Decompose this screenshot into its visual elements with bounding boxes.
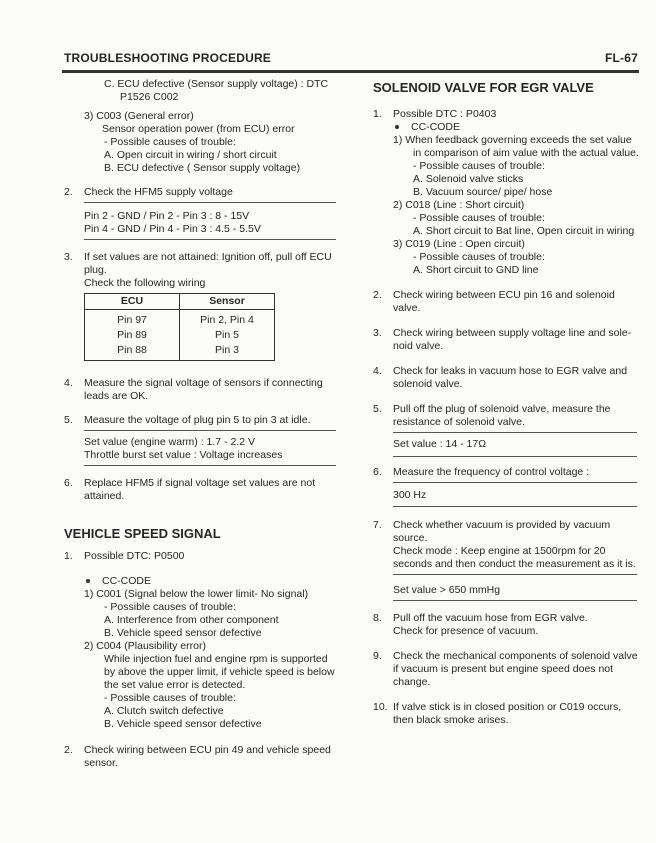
step-text: Measure the frequency of control voltage : (393, 466, 590, 478)
step-text: Possible DTC : P0403 (393, 108, 497, 120)
text-line: Sensor operation power (from ECU) error (102, 123, 295, 135)
egr-step-7 (373, 519, 637, 571)
step-5 (64, 414, 336, 427)
vacuum-box (373, 574, 637, 601)
step-4 (64, 377, 336, 403)
spec-line: Throttle burst set value : Voltage increases (84, 449, 283, 461)
rule (393, 600, 637, 601)
step-text: plug. (84, 264, 107, 276)
step-number: 7. (373, 519, 382, 531)
step-number: 1. (373, 108, 382, 120)
step-number: 1. (64, 550, 73, 562)
supply-voltage-box (64, 202, 336, 240)
text-line: B. Vehicle speed sensor defective (104, 627, 262, 639)
text-line: A. Open circuit in wiring / short circuit (104, 149, 277, 161)
spec-line: 300 Hz (393, 489, 427, 501)
step-text: Check for leaks in vacuum hose to EGR valve and (393, 365, 628, 377)
rule (84, 465, 336, 466)
text-line: by above the upper limit, if vehicle speed is below (104, 666, 335, 678)
step-text: Check the mechanical components of solenoid valve (393, 650, 638, 662)
table-cell: Pin 3 (180, 343, 275, 361)
step-text: attained. (84, 490, 125, 502)
step-number: 5. (373, 403, 382, 415)
step-text: If valve stick is in closed position or C019 occurs, (393, 701, 622, 713)
step-text: leads are OK. (84, 390, 149, 402)
spec-line: Set value : 14 - 17Ω (393, 438, 487, 450)
cc-code-label: CC-CODE (411, 121, 460, 133)
text-line: P1526 C002 (120, 91, 179, 103)
text-line: A. Interference from other component (104, 614, 279, 626)
step-text: Check the HFM5 supply voltage (84, 186, 233, 198)
step-number: 6. (64, 477, 73, 489)
text-line: B. Vacuum source/ pipe/ hose (413, 186, 553, 198)
step-number: 2. (373, 289, 382, 301)
table-cell: Pin 89 (85, 328, 180, 343)
egr-step-10 (373, 701, 637, 727)
step-number: 5. (64, 414, 73, 426)
step-text: noid valve. (393, 340, 444, 352)
step-text: source. (393, 532, 428, 544)
step-2 (64, 186, 336, 199)
text-line: in comparison of aim value with the actual value. (413, 147, 639, 159)
step-text: Check mode : Keep engine at 1500rpm for 20 (393, 545, 606, 557)
text-line: 1) When feedback governing exceeds the set value (393, 134, 632, 146)
text-line: - Possible causes of trouble: (104, 692, 236, 704)
table-header: Sensor (180, 294, 275, 310)
vss-step-2 (64, 744, 336, 770)
cc-code-label: CC-CODE (102, 575, 151, 587)
spec-line: Pin 2 - GND / Pin 2 - Pin 3 : 8 - 15V (84, 210, 250, 222)
step-number: 4. (64, 377, 73, 389)
step-number: 10. (373, 701, 388, 713)
step-text: Measure the voltage of plug pin 5 to pin 3 at idle. (84, 414, 311, 426)
step-6 (64, 477, 336, 503)
step-text: if vacuum is present but engine speed does not (393, 663, 614, 675)
section-title-vehicle-speed: VEHICLE SPEED SIGNAL (64, 526, 221, 541)
step-text: Possible DTC: P0500 (84, 550, 185, 562)
frequency-box (373, 482, 637, 507)
left-column (64, 78, 336, 770)
step-text: Check wiring between ECU pin 49 and vehicle speed (84, 744, 331, 756)
text-line: - Possible causes of trouble: (413, 212, 545, 224)
egr-step-8 (373, 612, 637, 638)
text-line: A. Solenoid valve sticks (413, 173, 524, 185)
text-line: A. Short circuit to GND line (413, 264, 539, 276)
rule (84, 202, 336, 203)
c003-block (64, 110, 336, 175)
bullet-icon (395, 125, 399, 129)
egr-step-2 (373, 289, 637, 315)
step-text: Pull off the plug of solenoid valve, measure the (393, 403, 611, 415)
text-line: - Possible causes of trouble: (413, 160, 545, 172)
text-line: 2) C004 (Plausibility error) (84, 640, 206, 652)
egr-step-5 (373, 403, 637, 429)
text-line: - Possible causes of trouble: (104, 601, 236, 613)
text-line: the set value error is detected. (104, 679, 246, 691)
step-number: 3. (373, 327, 382, 339)
wiring-table (84, 293, 275, 361)
table-row (85, 343, 275, 361)
spec-line: Pin 4 - GND / Pin 4 - Pin 3 : 4.5 - 5.5V (84, 223, 261, 235)
header-title: TROUBLESHOOTING PROCEDURE (64, 51, 272, 65)
step-text: Measure the signal voltage of sensors if connecting (84, 377, 323, 389)
rule (84, 430, 336, 431)
table-cell: Pin 5 (180, 328, 275, 343)
spec-line: Set value > 650 mmHg (393, 584, 501, 596)
egr-step-1 (373, 108, 637, 277)
table-row (85, 328, 275, 343)
right-column (373, 78, 637, 727)
step-3 (64, 251, 336, 361)
bullet-icon (86, 579, 90, 583)
egr-step-6 (373, 466, 637, 479)
rule (393, 432, 637, 433)
step-text: Check the following wiring (84, 277, 206, 289)
step-number: 6. (373, 466, 382, 478)
ecu-defective-block (64, 78, 336, 104)
page-number: FL-67 (604, 51, 638, 65)
step-number: 3. (64, 251, 73, 263)
text-line: 1) C001 (Signal below the lower limit- No signal) (84, 588, 309, 600)
page-header (64, 52, 638, 68)
step-text: change. (393, 676, 431, 688)
egr-step-9 (373, 650, 637, 689)
text-line (393, 121, 637, 134)
step-text: If set values are not attained: Ignition off, pull off ECU (84, 251, 332, 263)
rule (393, 482, 637, 483)
vss-step-1 (64, 550, 336, 563)
egr-step-3 (373, 327, 637, 353)
table-header: ECU (85, 294, 180, 310)
rule (84, 239, 336, 240)
egr-step-4 (373, 365, 637, 391)
rule (393, 456, 637, 457)
step-text: valve. (393, 302, 421, 314)
step-text: Pull off the vacuum hose from EGR valve. (393, 612, 588, 624)
step-text: then black smoke arises. (393, 714, 509, 726)
step-text: resistance of solenoid valve. (393, 416, 525, 428)
rule (393, 506, 637, 507)
idle-voltage-box (64, 430, 336, 466)
step-text: Check for presence of vacuum. (393, 625, 539, 637)
step-text: Replace HFM5 if signal voltage set values are not (84, 477, 316, 489)
step-number: 2. (64, 186, 73, 198)
rule (393, 574, 637, 575)
spec-line: Set value (engine warm) : 1.7 - 2.2 V (84, 436, 255, 448)
step-text: Check wiring between ECU pin 16 and solenoid (393, 289, 615, 301)
table-cell: Pin 2, Pin 4 (180, 310, 275, 329)
text-line: B. ECU defective ( Sensor supply voltage) (104, 162, 301, 174)
text-line: - Possible causes of trouble: (104, 136, 236, 148)
step-text: sensor. (84, 757, 118, 769)
text-line: 3) C019 (Line : Open circuit) (393, 238, 525, 250)
step-text: solenoid valve. (393, 378, 463, 390)
table-cell: Pin 97 (85, 310, 180, 329)
step-number: 4. (373, 365, 382, 377)
step-number: 8. (373, 612, 382, 624)
text-line: - Possible causes of trouble: (413, 251, 545, 263)
table-row (85, 310, 275, 329)
text-line: C. ECU defective (Sensor supply voltage) : DTC (104, 78, 329, 90)
text-line: A. Short circuit to Bat line, Open circuit in wiring (413, 225, 635, 237)
text-line (84, 575, 336, 588)
text-line: While injection fuel and engine rpm is supported (104, 653, 328, 665)
text-line: B. Vehicle speed sensor defective (104, 718, 262, 730)
vss-cc-code-block (64, 575, 336, 731)
section-title-egr: SOLENOID VALVE FOR EGR VALVE (373, 80, 594, 95)
resistance-box (373, 432, 637, 457)
step-text: seconds and then conduct the measurement as it is. (393, 558, 636, 570)
step-text: Check whether vacuum is provided by vacuum (393, 519, 611, 531)
text-line: 2) C018 (Line : Short circuit) (393, 199, 525, 211)
text-line: 3) C003 (General error) (84, 110, 194, 122)
step-number: 9. (373, 650, 382, 662)
step-number: 2. (64, 744, 73, 756)
text-line: A. Clutch switch defective (104, 705, 224, 717)
header-rule (62, 70, 639, 73)
step-text: Check wiring between supply voltage line and sole- (393, 327, 632, 339)
table-cell: Pin 88 (85, 343, 180, 361)
